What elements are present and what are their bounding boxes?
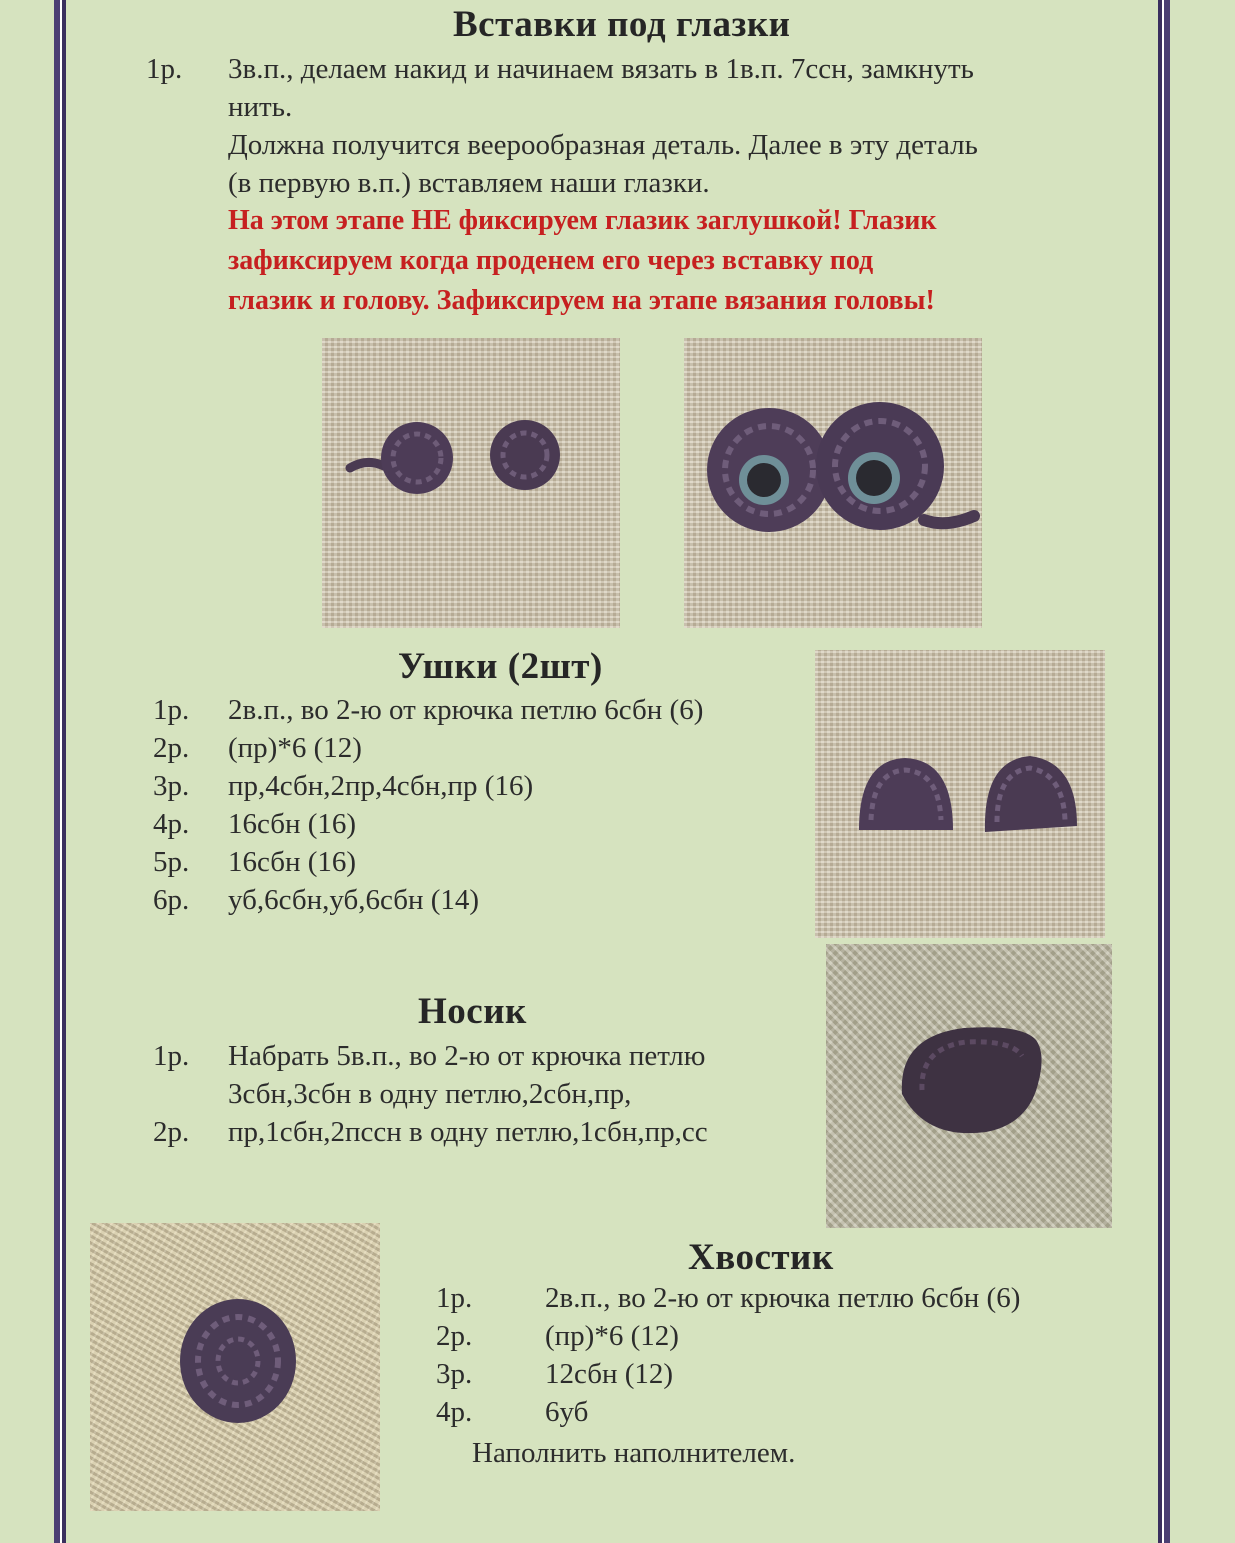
nose-title: Носик bbox=[418, 991, 527, 1032]
ears-photo bbox=[815, 650, 1105, 938]
nose-row-text: пр,1сбн,2пссн в одну петлю,1сбн,пр,сс bbox=[228, 1116, 708, 1148]
eye-inserts-row-label: 1р. bbox=[146, 53, 183, 85]
eye-inserts-with-eyes-photo bbox=[684, 338, 982, 628]
ears-row-text: уб,6сбн,уб,6сбн (14) bbox=[228, 884, 480, 916]
ears-row-label: 6р. bbox=[153, 884, 190, 916]
eye-inserts-line-3: Должна получится веерообразная деталь. Далее в эту деталь bbox=[228, 129, 978, 161]
tail-row-label: 4р. bbox=[436, 1396, 473, 1428]
tail-row-text: 2в.п., во 2-ю от крючка петлю 6сбн (6) bbox=[545, 1282, 1021, 1314]
tail-row-label: 2р. bbox=[436, 1320, 473, 1352]
ears-title: Ушки (2шт) bbox=[398, 646, 603, 687]
left-frame-border bbox=[0, 0, 66, 1543]
tail-title: Хвостик bbox=[688, 1237, 834, 1278]
ears-row-text: (пр)*6 (12) bbox=[228, 732, 362, 764]
ears-row-label: 4р. bbox=[153, 808, 190, 840]
nose-row-label: 1р. bbox=[153, 1040, 190, 1072]
tail-row-text: (пр)*6 (12) bbox=[545, 1320, 679, 1352]
tail-row-label: 1р. bbox=[436, 1282, 473, 1314]
warning-line-1: На этом этапе НЕ фиксируем глазик заглушкой! Глазик bbox=[228, 205, 937, 236]
eye-inserts-line-2: нить. bbox=[228, 91, 293, 123]
tail-row-label: 3р. bbox=[436, 1358, 473, 1390]
tail-footer: Наполнить наполнителем. bbox=[472, 1437, 796, 1469]
tail-photo bbox=[90, 1223, 380, 1511]
eye-inserts-line-4: (в первую в.п.) вставляем наши глазки. bbox=[228, 167, 710, 199]
ears-row-text: 2в.п., во 2-ю от крючка петлю 6сбн (6) bbox=[228, 694, 704, 726]
ears-row-label: 5р. bbox=[153, 846, 190, 878]
right-frame-border bbox=[1158, 0, 1180, 1543]
nose-row-text: Набрать 5в.п., во 2-ю от крючка петлю bbox=[228, 1040, 706, 1072]
ears-row-text: 16сбн (16) bbox=[228, 846, 357, 878]
ears-row-text: 16сбн (16) bbox=[228, 808, 357, 840]
ears-row-text: пр,4сбн,2пр,4сбн,пр (16) bbox=[228, 770, 534, 802]
nose-photo bbox=[826, 944, 1112, 1228]
eye-inserts-photo bbox=[322, 338, 620, 628]
warning-line-3: глазик и голову. Зафиксируем на этапе вязания головы! bbox=[228, 285, 935, 316]
warning-line-2: зафиксируем когда проденем его через вставку под bbox=[228, 245, 874, 276]
nose-row-label: 2р. bbox=[153, 1116, 190, 1148]
ears-row-label: 1р. bbox=[153, 694, 190, 726]
tail-row-text: 12сбн (12) bbox=[545, 1358, 674, 1390]
eye-inserts-title: Вставки под глазки bbox=[453, 4, 791, 45]
nose-row-text: 3сбн,3сбн в одну петлю,2сбн,пр, bbox=[228, 1078, 632, 1110]
tail-row-text: 6уб bbox=[545, 1396, 589, 1428]
ears-row-label: 3р. bbox=[153, 770, 190, 802]
ears-row-label: 2р. bbox=[153, 732, 190, 764]
eye-inserts-line-1: 3в.п., делаем накид и начинаем вязать в 1в.п. 7ссн, замкнуть bbox=[228, 53, 974, 85]
